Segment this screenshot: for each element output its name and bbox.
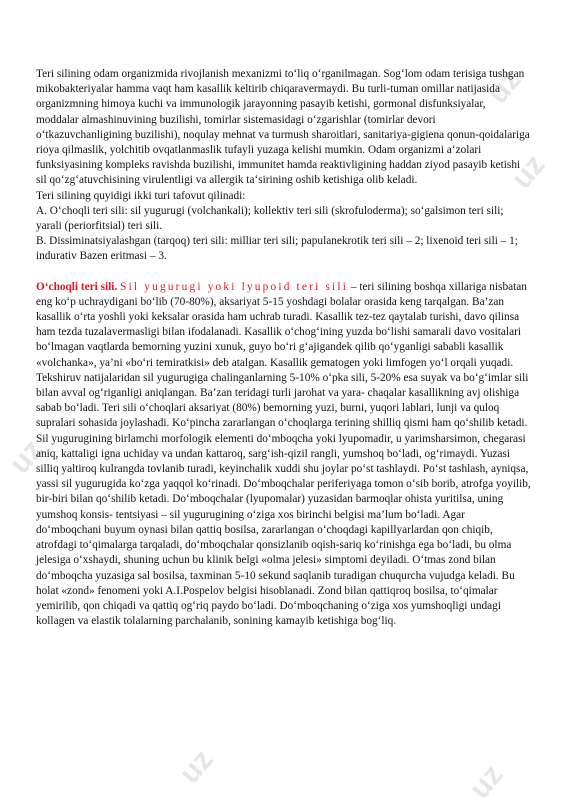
watermark-text: uz (2, 433, 50, 481)
section-body: – teri silining boshqa xillariga nisbatan eng ko‘p uchraydigani bo‘lib (70-80%), aksariyat 5-15 yoshdagi bolalar orasida keng tarqalgan. Ba’zan kasallik o‘rta yoshli yoki keksalar orasida ham uchrab turadi. Kasallik tez-tez qaytalab turishi, davo qilinsa ham tezda tuzalavermasligi bilan ifodalanadi. Kasallik o‘chog‘ining yuzda bo‘lishi samarali davo vositalari bo‘lmagan vaqtlarda bemorning yuzini xunuk, guyo bo‘ri g‘ajigandek qilib qo‘yganligi sababli kasallik «volchanka», ya’ni «bo‘ri temiratkisi» deb atalgan. Kasallik gematogen yoki limfogen yo‘l orqali yuqadi. Tekshiruv natijalaridan sil yugurugiga chalinganlarning 5-10% o‘pka sili, 5-20% esa suyak va bo‘g‘imlar sili bilan avval og‘riganligi aniqlangan. Ba’zan teridagi turli jarohat va yara- chaqalar kasallikning avj olishiga sabab bo‘ladi. Teri sili o‘choqlari aksariyat (80%) bemorning yuzi, burni, yuqori lablari, lunji va quloq supralari sohasida joylashadi. Ko‘pincha zararlangan o‘choqlarga terining shilliq qismi ham qo‘shilib ketadi. Sil yugurugining birlamchi morfologik elementi do‘mboqcha yoki lyupomadir, u yarimsharsimon, chegarasi aniq, kattaligi igna uchiday va undan kattaroq, sarg‘ish-qizil rangli, yumshoq bo‘ladi, og‘rimaydi. Yuzasi silliq yaltiroq kulrangda tovlanib turadi, keyinchalik xuddi shu joylar po‘st tashlaydi. Po‘st tashlash, ayniqsa, yassi sil yugurugida ko‘zga yaqqol ko‘rinadi. Do‘mboqchalar periferiyaga tomon o‘sib borib, atrofga yoyilib, bir-biri bilan qo‘shilib ketadi. Do‘mboqchalar (lyupomalar) yuzasidan barmoqlar ohista yuritilsa, uning yumshoq konsis- tentsiyasi – sil yugurugining o‘ziga xos birinchi belgisi ma’lum bo‘ladi. Agar do‘mboqchani buyum oynasi bilan qattiq bosilsa, zararlangan o‘choqdagi kapillyarlardan qon chiqib, atrofdagi to‘qimalarga tarqaladi, do‘mboqchalar qonsizlanib oqish-sariq ko‘rinishga ega bo‘ladi, bu olma jelesiga o‘xshaydi, shuning uchun bu klinik belgi «olma jelesi» simptomi deyiladi. O‘tmas zond bilan do‘mboqcha yuzasiga sal bosilsa, taxminan 5-10 sekund saqlanib turadigan chuqurcha vujudga keladi. Bu holat «zond» fenomeni yoki A.I.Pospelov belgisi hisoblanadi. Zond bilan qattiqroq bosilsa, to‘qimalar yemirilib, qon chiqadi va qattiq og‘riq paydo bo‘ladi. Do‘mboqchaning o‘ziga xos yumshoqligi undagi kollagen va elastik tolalarning parchalanib, sonining kamayib ketishiga bog‘liq. (36, 280, 531, 628)
disseminated-types-line: B. Dissiminatsiyalashgan (tarqoq) teri sili: milliar teri sili; papulanekrotik teri sili – 2; lixenoid teri sili – 1; indurativ Bazen eritmasi – 3. (36, 235, 518, 263)
types-intro-line: Teri silining quyidigi ikki turi tafovut qilinadi: (36, 189, 246, 202)
document-page (36, 67, 531, 629)
watermark-text: uz (504, 148, 552, 196)
watermark-text: uz (462, 758, 510, 806)
intro-paragraph: Teri silining odam organizmida rivojlanish mexanizmi to‘liq o‘rganilmagan. Sog‘lom odam terisiga tushgan mikobakteriyalar hamma vaqt ham kasallik keltirib chiqaravermaydi. Bu turli-tuman omillar natijasida organizmning himoya kuchi va immunologik jarayonning pasayib ketishi, gormonal disfunksiyalar, moddalar almashinuvining buzilishi, tomirlar sistemasidagi o‘zgarishlar (tomirlar devori o‘tkazuvchanligining buzilishi), noqulay mehnat va turmush sharoitlari, sanitariya-gigiena qonun-qoidalariga rioya qilmaslik, yolchitib ovqatlanmaslik tufayli yuzaga kelishi mumkin. Odam organizmi a‘zolari funksiyasining kompleks ravishda buzilishi, immunitet hamda reaktivligining haddan ziyod pasayib ketishi sil qo‘zg‘atuvchisining virulentligi va allergik ta‘sirining oshib ketishiga olib keladi. (36, 68, 530, 187)
section-subheading: Sil yugurugi yoki lyupoid teri sili (120, 280, 349, 293)
section-heading: O‘choqli teri sili. (36, 280, 118, 293)
section-paragraph (36, 280, 531, 630)
focal-types-line: A. O‘choqli teri sili: sil yugurugi (volchankali); kollektiv teri sili (skrofuloderma); so‘galsimon teri sili; yarali (periorfitsial) teri sili. (36, 204, 504, 233)
watermark-text: uz (172, 743, 220, 791)
watermark-text: uz (480, 63, 528, 111)
